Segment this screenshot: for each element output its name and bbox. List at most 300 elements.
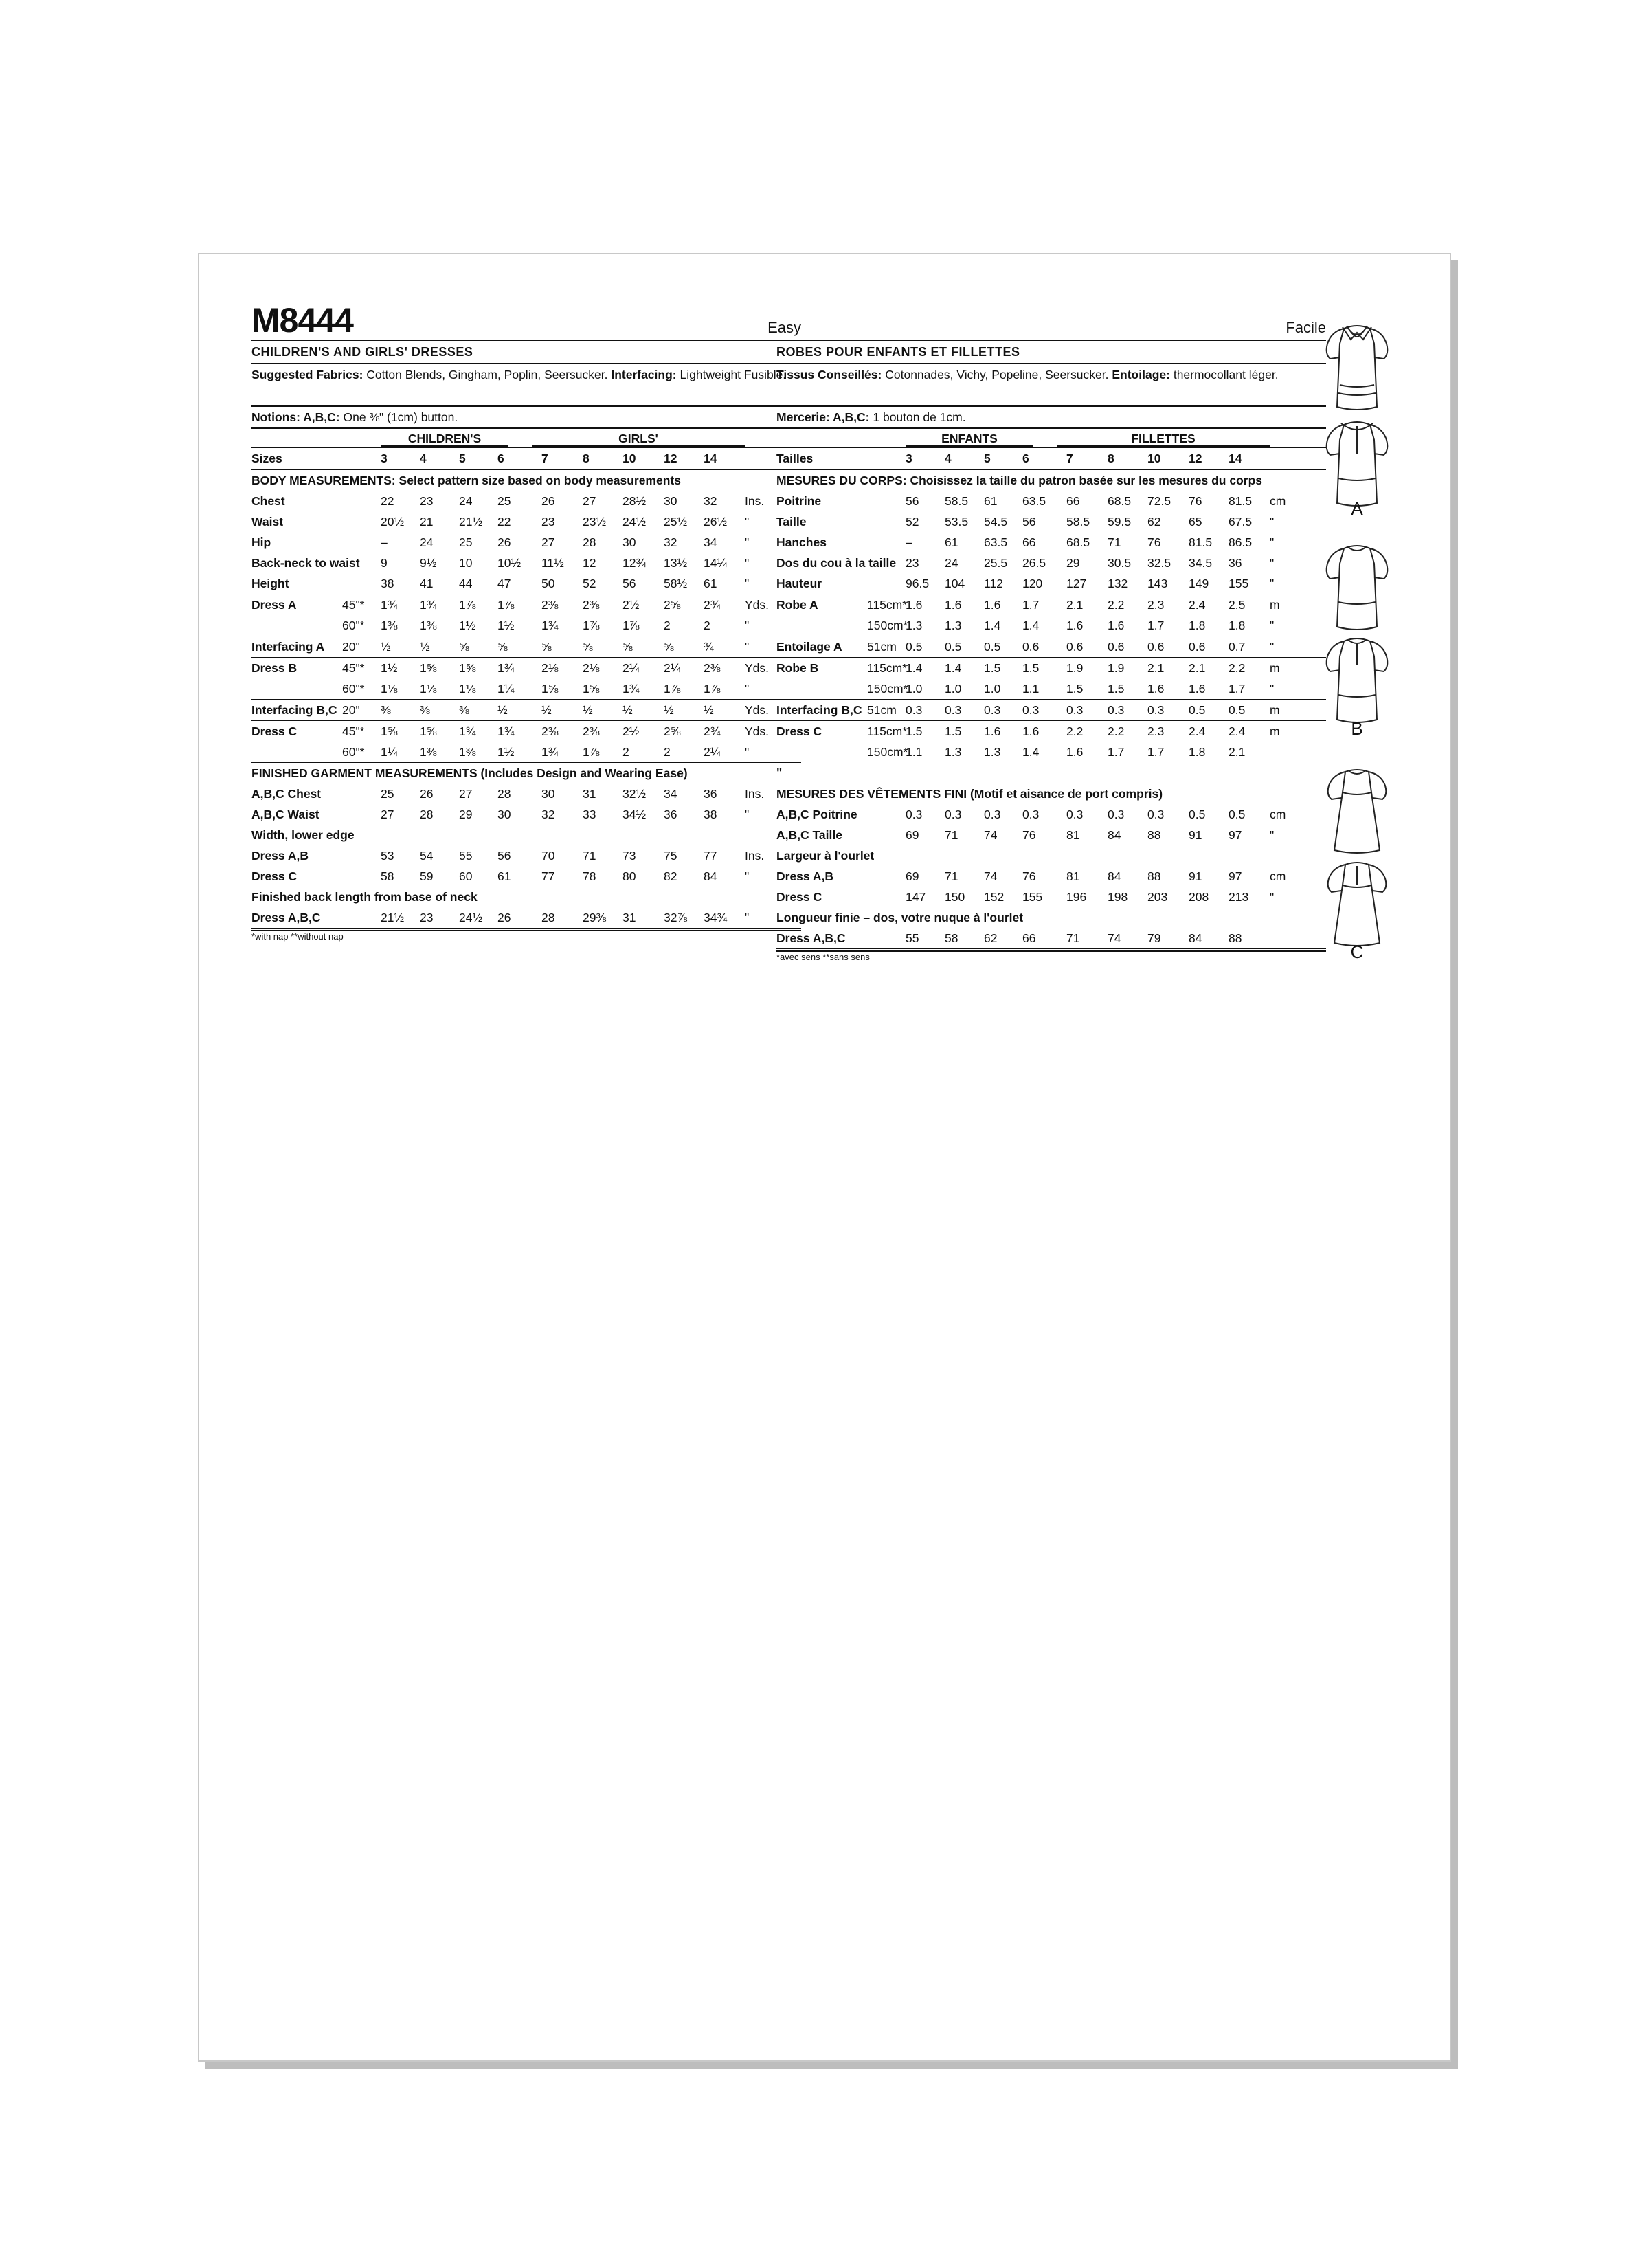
cell-value: 203 [1147,890,1168,904]
cell-value: 81.5 [1189,535,1213,549]
cell-value: 82 [664,869,677,883]
table-row [776,825,1326,845]
cell-value: 1¾ [541,619,559,632]
cell-value: 14¼ [704,556,728,570]
row-label: Dress B [251,661,298,675]
cell-value: 0.3 [1108,808,1125,821]
cell-value: ½ [541,703,552,717]
sizes-row [251,448,801,470]
cell-value: 71 [583,849,596,863]
table-row [776,887,1326,907]
cell-value: 88 [1147,869,1161,883]
cell-value: 1½ [381,661,398,675]
unit: " [1270,682,1275,696]
cell-value: 28 [497,787,511,801]
cell-value: 1.5 [1108,682,1125,696]
size-4: 4 [945,452,952,465]
cell-value: 0.6 [1022,640,1040,654]
table-row [776,804,1326,825]
row-label: Back-neck to waist [251,556,360,570]
cell-value: 26.5 [1022,556,1046,570]
cell-value: 32⅞ [664,911,688,924]
unit: " [1270,890,1275,904]
unit: m [1270,724,1280,738]
cell-value: 25.5 [984,556,1008,570]
unit: Yds. [745,724,770,738]
dress-b-back-illustration [1319,629,1395,732]
cell-value: ⅜ [381,703,391,717]
cell-value: 27 [541,535,555,549]
row-label: A,B,C Chest [251,787,322,801]
table-row [776,762,1326,783]
cell-value: 2¼ [704,745,721,759]
cell-value: 0.3 [906,703,923,717]
footnote: *with nap **without nap [251,930,801,942]
group-enfants: ENFANTS [906,429,1033,447]
cell-value: 1⅞ [664,682,681,696]
cell-value: 25½ [664,515,688,529]
cell-value: 2.1 [1147,661,1165,675]
cell-value: 1⅛ [420,682,437,696]
pattern-number: M8444 [251,301,353,340]
size-14: 14 [704,452,717,465]
size-group-header-fr [776,429,1326,448]
cell-value: 23 [906,556,919,570]
row-label: Longueur finie – dos, votre nuque à l'ourlet [776,911,1024,924]
fabric-width: 20" [342,703,360,717]
cell-value: 72.5 [1147,494,1171,508]
cell-value: 88 [1229,931,1242,945]
sizes-row [776,448,1326,470]
cell-value: 1⅝ [420,724,437,738]
cell-value: 1¾ [420,598,437,612]
cell-value: 10½ [497,556,521,570]
cell-value: 2⅜ [704,661,721,675]
cell-value: 74 [1108,931,1121,945]
cell-value: 2 [622,745,629,759]
cell-value: 47 [497,577,511,590]
table-row [776,700,1326,721]
cell-value: 1.7 [1229,682,1246,696]
row-label: Waist [251,515,284,529]
cell-value: ⅜ [459,703,469,717]
table-row [776,636,1326,658]
cell-value: ½ [704,703,714,717]
cell-value: 68.5 [1108,494,1132,508]
cell-value: 12¾ [622,556,647,570]
unit: Yds. [745,598,770,612]
cell-value: 30 [622,535,636,549]
view-label-b: B [1351,718,1363,739]
row-label: Interfacing B,C [776,703,862,717]
size-6: 6 [1022,452,1029,465]
cell-value: 21½ [459,515,483,529]
cell-value: 2⅜ [583,598,600,612]
cell-value: 1¾ [459,724,476,738]
cell-value: 0.5 [1189,703,1206,717]
cell-value: 71 [945,828,958,842]
cell-value: 1.9 [1066,661,1084,675]
table-row [776,491,1326,511]
size-6: 6 [497,452,504,465]
unit: " [1270,535,1275,549]
cell-value: 1.8 [1189,745,1206,759]
cell-value: 132 [1108,577,1128,590]
cell-value: 76 [1147,535,1161,549]
cell-value: 104 [945,577,965,590]
pattern-sheet [198,253,1451,2062]
cell-value: 143 [1147,577,1168,590]
table-row [251,491,801,511]
cell-value: 1¼ [497,682,515,696]
cell-value: 1⅝ [381,724,398,738]
cell-value: 67.5 [1229,515,1253,529]
row-label: Dress A,B [776,869,833,883]
cell-value: 0.3 [945,808,962,821]
cell-value: 127 [1066,577,1087,590]
cell-value: 28½ [622,494,647,508]
unit: " [1270,619,1275,632]
cell-value: 70 [541,849,555,863]
interfacing-label-fr: Entoilage: [1112,368,1170,381]
row-label: Dress C [251,724,298,738]
cell-value: 77 [704,849,717,863]
cell-value: 78 [583,869,596,883]
cell-value: 36 [1229,556,1242,570]
cell-value: 1⅞ [704,682,721,696]
cell-value: 29 [1066,556,1080,570]
size-5: 5 [459,452,466,465]
fabrics-text: Cotton Blends, Gingham, Poplin, Seersucker. [366,368,608,381]
unit: " [1270,556,1275,570]
unit: " [1270,640,1275,654]
cell-value: 1.3 [984,745,1001,759]
cell-value: 0.3 [1108,703,1125,717]
fabric-width: 60"* [342,619,365,632]
cell-value: 81 [1066,869,1080,883]
cell-value: 30.5 [1108,556,1132,570]
cell-value: 1½ [497,745,515,759]
size-5: 5 [984,452,991,465]
fabrics-label: Suggested Fabrics: [251,368,363,381]
cell-value: 1.5 [984,661,1001,675]
cell-value: 30 [497,808,511,821]
cell-value: 24½ [459,911,483,924]
cell-value: 1⅞ [583,745,600,759]
cell-value: ½ [664,703,674,717]
cell-value: 120 [1022,577,1043,590]
interfacing-text-fr: thermocollant léger. [1173,368,1279,381]
cell-value: 2⅛ [541,661,559,675]
unit: Ins. [745,494,765,508]
cell-value: 198 [1108,890,1128,904]
cell-value: 62 [1147,515,1161,529]
table-row [251,721,801,742]
cell-value: 0.6 [1147,640,1165,654]
cell-value: 0.3 [984,808,1001,821]
cell-value: 2¾ [704,724,721,738]
cell-value: 23 [541,515,555,529]
cell-value: 23½ [583,515,607,529]
unit: " [745,911,750,924]
table-row [776,742,1326,762]
fabrics-text-fr: Cotonnades, Vichy, Popeline, Seersucker. [885,368,1109,381]
cell-value: 74 [984,828,998,842]
cell-value: 213 [1229,890,1249,904]
cell-value: 61 [704,577,717,590]
cell-value: 1⅜ [459,745,476,759]
cell-value: 2 [664,745,671,759]
cell-value: 1.0 [984,682,1001,696]
interfacing-text: Lightweight Fusible. [680,368,787,381]
cell-value: 1½ [459,619,476,632]
cell-value: 58.5 [1066,515,1090,529]
cell-value: 1.4 [1022,619,1040,632]
fabric-width: 45"* [342,724,365,738]
cell-value: 2⅜ [541,724,559,738]
size-7: 7 [1066,452,1073,465]
cell-value: 150 [945,890,965,904]
table-row [251,825,801,845]
cell-value: 56 [1022,515,1036,529]
cell-value: 77 [541,869,555,883]
notions [251,407,801,429]
suggested-fabrics [251,364,801,407]
fabric-width: 60"* [342,745,365,759]
cell-value: 2.1 [1066,598,1084,612]
cell-value: ⅝ [664,640,674,654]
cell-value: 2.3 [1147,724,1165,738]
cell-value: 1⅜ [381,619,398,632]
cell-value: 155 [1229,577,1249,590]
cell-value: 27 [381,808,394,821]
cell-value: 58 [945,931,958,945]
cell-value: 1.6 [984,598,1001,612]
finished-measurements-heading [251,763,801,783]
table-row [776,532,1326,553]
fabric-width: 45"* [342,598,365,612]
cell-value: 1.5 [906,724,923,738]
cell-value: 29 [459,808,473,821]
suggested-fabrics-fr [776,364,1326,407]
cell-value: 0.3 [984,703,1001,717]
unit: " [745,640,750,654]
cell-value: 30 [541,787,555,801]
cell-value: 0.5 [1229,808,1246,821]
dress-c-front-illustration [1319,759,1395,863]
cell-value: 1.8 [1189,619,1206,632]
cell-value: 56 [906,494,919,508]
cell-value: 26 [420,787,434,801]
difficulty-level-fr: Facile [1286,319,1326,336]
cell-value: 38 [704,808,717,821]
row-label: Hip [251,535,271,549]
cell-value: 71 [1066,931,1080,945]
cell-value: 1⅝ [420,661,437,675]
cell-value: 0.6 [1066,640,1084,654]
cell-value: 0.5 [906,640,923,654]
dress-b-front-illustration [1319,536,1395,639]
unit: cm [1270,808,1286,821]
row-label: Interfacing B,C [251,703,337,717]
unit: " [745,808,750,821]
cell-value: 1⅞ [497,598,515,612]
fabric-width: 115cm* [867,661,908,675]
cell-value: 1¾ [381,598,398,612]
cell-value: 31 [583,787,596,801]
cell-value: 1⅝ [459,661,476,675]
notions-fr [776,407,1326,429]
cell-value: 2.2 [1066,724,1084,738]
cell-value: 1.1 [1022,682,1040,696]
unit: " [745,869,750,883]
cell-value: 0.6 [1108,640,1125,654]
english-header [251,301,801,341]
cell-value: 1.6 [1066,745,1084,759]
cell-value: 97 [1229,828,1242,842]
cell-value: 2.2 [1108,598,1125,612]
cell-value: 2 [704,619,710,632]
cell-value: 0.7 [1229,640,1246,654]
cell-value: 23 [420,494,434,508]
cell-value: 1.4 [906,661,923,675]
size-3: 3 [906,452,912,465]
size-group-header [251,429,801,448]
unit: " [1270,577,1275,590]
cell-value: 30 [664,494,677,508]
cell-value: 34¾ [704,911,728,924]
cell-value: 1.5 [1066,682,1084,696]
cell-value: 1.6 [1189,682,1206,696]
cell-value: ½ [583,703,593,717]
cell-value: ⅝ [497,640,508,654]
cell-value: 76 [1022,869,1036,883]
english-measurements-table [251,448,801,929]
cell-value: 74 [984,869,998,883]
cell-value: 0.6 [1189,640,1206,654]
cell-value: 0.3 [1022,808,1040,821]
size-8: 8 [1108,452,1114,465]
cell-value: 27 [459,787,473,801]
cell-value: 26 [541,494,555,508]
cell-value: 1.4 [984,619,1001,632]
cell-value: 1.6 [984,724,1001,738]
cell-value: 80 [622,869,636,883]
cell-value: 66 [1022,535,1036,549]
unit: " [1270,515,1275,529]
cell-value: 24 [945,556,958,570]
cell-value: 1¾ [622,682,640,696]
cell-value: 32.5 [1147,556,1171,570]
body-measurements-heading [251,470,801,491]
table-row [776,553,1326,573]
cell-value: 1.3 [945,619,962,632]
cell-value: 86.5 [1229,535,1253,549]
cell-value: 1.3 [945,745,962,759]
cell-value: 1¾ [497,661,515,675]
cell-value: 34 [664,787,677,801]
cell-value: 1⅜ [420,745,437,759]
row-label: Dress A,B [251,849,309,863]
table-row [251,511,801,532]
cell-value: ⅝ [622,640,633,654]
cell-value: 68.5 [1066,535,1090,549]
cell-value: 1⅜ [420,619,437,632]
cell-value: 9½ [420,556,437,570]
cell-value: 61 [945,535,958,549]
row-label: Dress C [776,724,822,738]
cell-value: 84 [1108,828,1121,842]
fabric-width: 115cm* [867,724,908,738]
cell-value: 41 [420,577,434,590]
cell-value: 196 [1066,890,1087,904]
unit: " [745,619,750,632]
cell-value: 56 [497,849,511,863]
cell-value: 71 [1108,535,1121,549]
size-14: 14 [1229,452,1242,465]
cell-value: 0.5 [984,640,1001,654]
cell-value: 33 [583,808,596,821]
cell-value: 55 [459,849,473,863]
table-row [776,866,1326,887]
row-label: Finished back length from base of neck [251,890,478,904]
cell-value: 0.3 [1147,808,1165,821]
cell-value: 2.3 [1147,598,1165,612]
cell-value: 2.1 [1229,745,1246,759]
cell-value: 84 [1108,869,1121,883]
unit: " [745,745,750,759]
cell-value: 34½ [622,808,647,821]
cell-value: 2¼ [622,661,640,675]
cell-value: 81 [1066,828,1080,842]
row-label: A,B,C Waist [251,808,319,821]
cell-value: ⅝ [541,640,552,654]
french-measurements-table [776,448,1326,949]
cell-value: 91 [1189,828,1202,842]
cell-value: 88 [1147,828,1161,842]
cell-value: 25 [497,494,511,508]
cell-value: 0.5 [945,640,962,654]
cell-value: ⅜ [420,703,430,717]
cell-value: 2⅛ [583,661,600,675]
cell-value: 53.5 [945,515,969,529]
cell-value: 63.5 [1022,494,1046,508]
cell-value: 147 [906,890,926,904]
english-title: CHILDREN'S AND GIRLS' DRESSES [251,341,801,364]
table-row [776,594,1326,615]
cell-value: 34 [704,535,717,549]
cell-value: 20½ [381,515,405,529]
cell-value: 1.7 [1147,619,1165,632]
french-header [776,301,1326,341]
table-row [776,721,1326,742]
fabric-width: 45"* [342,661,365,675]
cell-value: 24 [420,535,434,549]
finished-measurements-heading-text: FINISHED GARMENT MEASUREMENTS (Includes Design and Wearing Ease) [251,766,688,780]
table-row [251,804,801,825]
cell-value: 2.4 [1189,724,1206,738]
size-10: 10 [622,452,636,465]
cell-value: 1.7 [1147,745,1165,759]
cell-value: 0.3 [1066,703,1084,717]
size-3: 3 [381,452,388,465]
unit: m [1270,661,1280,675]
cell-value: 1.7 [1108,745,1125,759]
cell-value: 2⅜ [541,598,559,612]
size-12: 12 [664,452,677,465]
size-4: 4 [420,452,427,465]
cell-value: 25 [459,535,473,549]
